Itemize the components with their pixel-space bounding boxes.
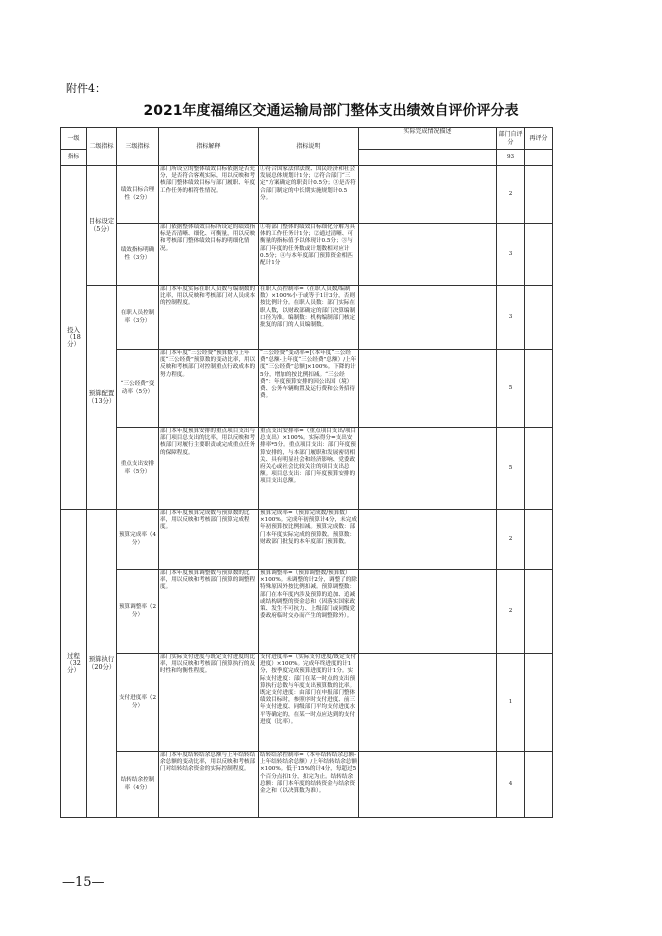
table-row <box>61 654 553 752</box>
rescore-cell <box>525 510 553 570</box>
explain-cell: 部门本年度预算安排的重点项目支出与部门项目总支出的比率，用以反映和考核部门对履行主要职责或完成重点任务的保障程度。 <box>159 428 259 510</box>
explain-cell: 部门依据整体绩效目标所设定的绩效指标是否清晰、细化、可衡量，用以反映和考核部门整体绩效目标的明细化情况。 <box>159 224 259 286</box>
page-title: 2021年度福绵区交通运输局部门整体支出绩效自评价评分表 <box>143 103 519 119</box>
desc-cell: 重点支出安排率=（重点项目支出/项目总支出）×100%。实际得分=支出安排率*5分。重点项目支出：部门年度预算安排的，与本部门履职和发展密切相关、具有明显社会和经济影响、党委政府关心或社会比较关注的项目支出总额。项目总支出：部门年度预算安排的项目支出总额。 <box>259 428 359 510</box>
explain-cell: 部门本年度预算调整数与预算数的比率，用以反映和考核部门预算的调整程度。 <box>159 570 259 654</box>
score-cell: 1 <box>497 654 525 752</box>
level3-cell: “三公经费”变动率（5分） <box>117 350 159 428</box>
explain-cell: 部门所设立的整体绩效目标依据是否充分，是否符合客观实际，用以反映和考核部门整体绩效目标与部门履职、年度工作任务的相符性情况。 <box>159 166 259 224</box>
rescore-cell <box>525 752 553 818</box>
table-row <box>61 224 553 286</box>
rescore-cell <box>525 166 553 224</box>
rescore-cell <box>525 654 553 752</box>
actual-cell <box>359 428 497 510</box>
indicator-score: 93 <box>497 150 525 166</box>
score-cell: 5 <box>497 428 525 510</box>
actual-cell <box>359 224 497 286</box>
table-row <box>61 286 553 350</box>
rescore-cell <box>525 286 553 350</box>
table-row <box>61 510 553 570</box>
score-cell: 2 <box>497 510 525 570</box>
page-number: —15— <box>62 875 105 890</box>
level3-cell: 预算调整率（2分） <box>117 570 159 654</box>
table-row <box>61 570 553 654</box>
level3-cell: 预算完成率（4分） <box>117 510 159 570</box>
rescore-cell <box>525 350 553 428</box>
level2-target: 目标设定（5分） <box>87 166 117 286</box>
explain-cell: 部门本年度预算完成数与预算数的比率，用以反映和考核部门预算完成程度。 <box>159 510 259 570</box>
actual-cell <box>359 654 497 752</box>
explain-cell: 部门实际支付进度与既定支付进度的比率，用以反映和考核部门预算执行的及时性和均衡性程度。 <box>159 654 259 752</box>
desc-cell: “三公经费”变动率=[（本年度“三公经费”总额-上年度“三公经费”总额）/上年度“三公经费”总额]×100%。下降的计5分，增加的按比例扣减。“三公经费”：年度预算安排的因公出国（境）费、公务车辆购置及运行费和公务招待费。 <box>259 350 359 428</box>
desc-cell: ①将部门整体的绩效目标细化分解为具体的工作任务计1分；②通过清晰、可衡量的指标值予以体现计0.5分；③与部门年度的任务数或计划数相对应计0.5分；④与本年度部门预算资金相匹配计1分 <box>259 224 359 286</box>
header-desc: 指标说明 <box>259 128 359 166</box>
evaluation-table <box>60 127 553 818</box>
level3-cell: 重点支出安排率（5分） <box>117 428 159 510</box>
level1-process: 过程（32分） <box>61 510 87 818</box>
actual-cell <box>359 510 497 570</box>
score-cell: 2 <box>497 570 525 654</box>
desc-cell: 预算调整率=（预算调整数/预算数）×100%。未调整的计2分，调整了的除特殊原因外按比例扣减。预算调整数：部门在本年度内涉及预算的追加、追减或结构调整的资金总和（因落实国家政策、发生不可抗力、上级部门或同级党委政府临时交办而产生的调整除外）。 <box>259 570 359 654</box>
table-row <box>61 752 553 818</box>
header-selfscore: 部门自评分 <box>497 128 525 150</box>
level3-cell: 支付进度率（2分） <box>117 654 159 752</box>
indicator-rescore <box>525 150 553 166</box>
rescore-cell <box>525 224 553 286</box>
score-cell: 3 <box>497 286 525 350</box>
actual-cell <box>359 166 497 224</box>
level3-cell: 在职人员控制率（3分） <box>117 286 159 350</box>
actual-cell <box>359 350 497 428</box>
header-rescore: 再评分 <box>525 128 553 150</box>
rescore-cell <box>525 570 553 654</box>
score-cell: 4 <box>497 752 525 818</box>
header-row <box>61 128 553 150</box>
desc-cell: ①符合国家法律法规、国民经济和社会发展总体规划计1分；②符合部门“三定”方案确定的职责计0.5分；③是否符合部门制定的中长期实施规划计0.5分。 <box>259 166 359 224</box>
header-level1: 一级 <box>61 128 87 150</box>
actual-cell <box>359 570 497 654</box>
level2-budget-alloc: 预算配置（13分） <box>87 286 117 510</box>
level2-budget-exec: 预算执行（20分） <box>87 510 117 818</box>
indicator-actual <box>359 150 497 166</box>
actual-cell <box>359 752 497 818</box>
desc-cell: 支付进度率=（实际支付进度/既定支付进度）×100%。完成年终进度的计1分，按季度完成预算进度的计1分。实际支付进度：部门在某一时点的支出预算执行总数与年度支出预算数的比率。既定支付进度：由部门在申报部门整体绩效目标时，参照序时支付进度、前三年支付进度、同级部门平均支付进度水平等确定的，在某一时点应达到的支付进度（比率）。 <box>259 654 359 752</box>
table-row <box>61 350 553 428</box>
score-cell: 5 <box>497 350 525 428</box>
score-cell: 3 <box>497 224 525 286</box>
level3-cell: 绩效目标合理性（2分） <box>117 166 159 224</box>
actual-cell <box>359 286 497 350</box>
rescore-cell <box>525 428 553 510</box>
explain-cell: 部门本年度“三公经费”预算数与上年度“三公经费”预算数的变动比率，用以反映和考核部门对控制重点行政成本的努力程度。 <box>159 350 259 428</box>
attachment-label: 附件4： <box>66 82 106 95</box>
explain-cell: 部门本年度实际在职人员数与编制数的比率，用以反映和考核部门对人员成本的控制程度。 <box>159 286 259 350</box>
desc-cell: 结转结余控制率=（本年结转结余总额-上年结转结余总额）/上年结转结余总额×100%。低于15%的计4分，每超过5个百分点扣1分，扣完为止。结转结余总额：部门本年度的结转资金与结余资金之和（以决算数为准）。 <box>259 752 359 818</box>
table-row <box>61 166 553 224</box>
score-cell: 2 <box>497 166 525 224</box>
level1-input: 投入（18分） <box>61 166 87 510</box>
explain-cell: 部门本年度结转结余总额与上年结转结余总额的变动比率，用以反映和考核部门对结转结余资金的实际控制程度。 <box>159 752 259 818</box>
header-level2: 二级指标 <box>87 128 117 166</box>
header-level3: 三级指标 <box>117 128 159 166</box>
level3-cell: 结转结余控制率（4分） <box>117 752 159 818</box>
indicator-label: 指标 <box>61 150 87 166</box>
level3-cell: 绩效指标明确性（3分） <box>117 224 159 286</box>
desc-cell: 预算完成率=（预算完成数/预算数）×100%。完成年初预算计4分，未完成年初预算按比例扣减。预算完成数：部门本年度实际完成的预算数。预算数：财政部门批复的本年度部门预算数。 <box>259 510 359 570</box>
header-actual: 实际完成情况描述 <box>359 128 497 150</box>
table-row <box>61 428 553 510</box>
header-explain: 指标解释 <box>159 128 259 166</box>
desc-cell: 在职人员控制率=（在职人员数/编制数）×100%小于或等于1计3分，否则按比例计分。在职人员数：部门实际在职人数，以财政部确定的部门决算编制口径为准。编制数：机构编制部门核定批复的部门的人员编制数。 <box>259 286 359 350</box>
